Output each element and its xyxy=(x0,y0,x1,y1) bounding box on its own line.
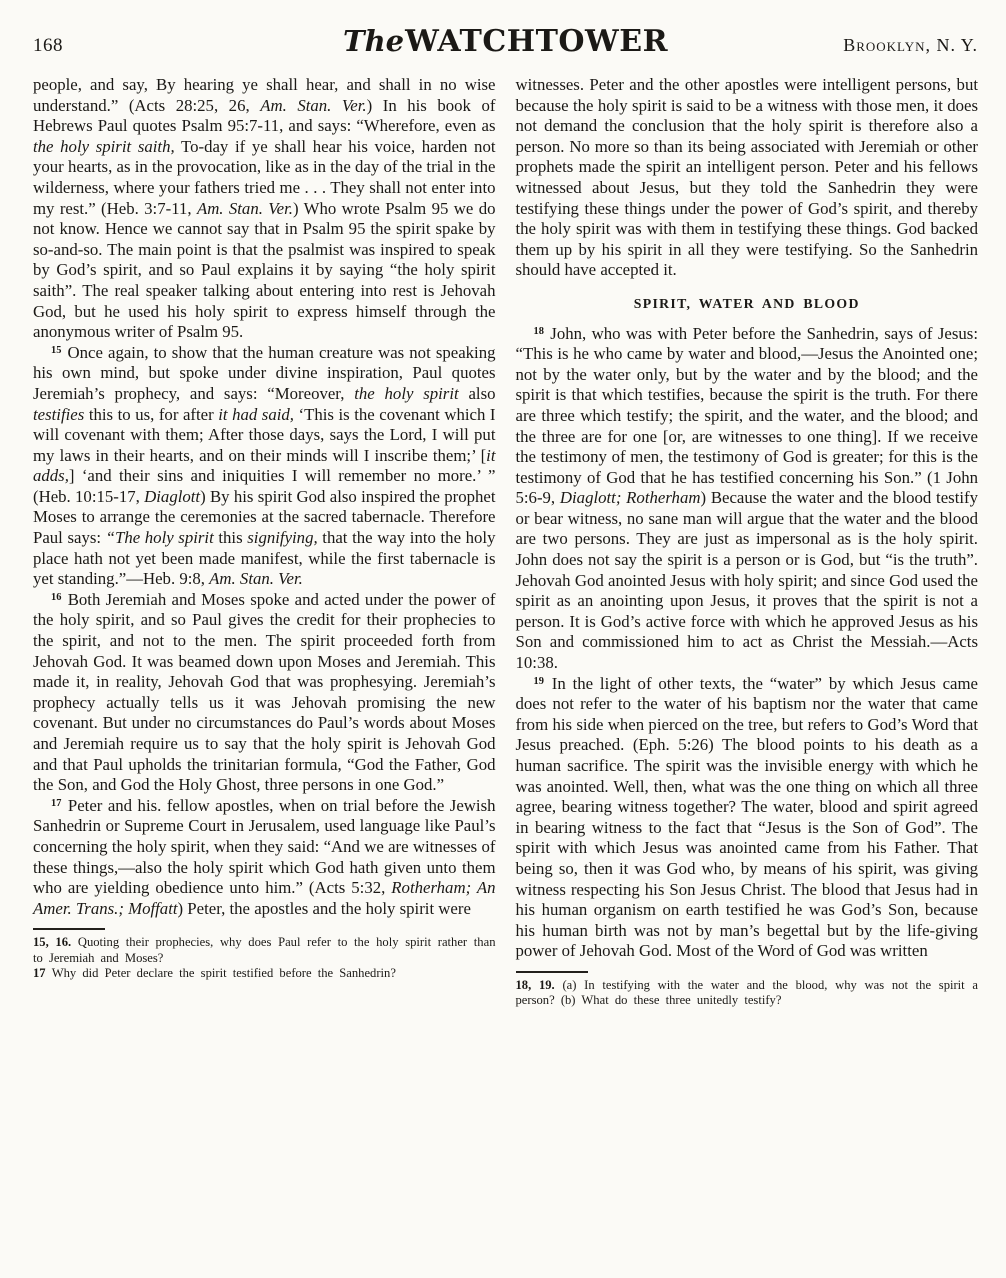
journal-title xyxy=(343,24,668,59)
journal-title-name: WATCHTOWER xyxy=(405,24,669,59)
paragraph-17: $^{17}$ Peter and his. fellow apostles, when on trial before the Jewish Sanhedrin or Supreme Court in Jerusalem, used language like Paul’s concerning the holy spirit, when they said: “And we are witnesses of these things,—also the holy spirit which God hath given unto them who are yielding obedience unto him.” (Acts 5:32, Rotherham; An Amer. Trans.; Moffatt) Peter, the apostles and the holy spirit were xyxy=(33,795,496,918)
paragraph-17-continuation: witnesses. Peter and the other apostles were intelligent persons, but because the holy spirit is said to be a witness with those men, it does not demand the conclusion that the holy spirit is therefore also a person. No more so than its being associated with Jeremiah or other prophets made the spirit an intelligent person. Peter and his fellows witnessed about Jesus, but they told the Sanhedrin they were testifying these things under the power of God’s spirit, and thereby the holy spirit was with them in testifying these things. God backed them up by his spirit in all they were testifying. So the Sanhedrin should have accepted it. xyxy=(515,75,978,280)
paragraph-15: $^{15}$ Once again, to show that the human creature was not speaking his own mind, but spoke under divine inspiration, Paul quotes Jeremiah’s prophecy, and says: “Moreover, the holy spirit also testifies this to us, for after it had said, ‘This is the covenant which I will covenant with them; After those days, says the Lord, I will put my laws in their hearts, and on their minds will I inscribe them;’ [it adds,] ‘and their sins and iniquities I will remember no more.’ ” (Heb. 10:15-17, Diaglott) By his spirit God also inspired the prophet Moses to arrange the ceremonies at the sacred tabernacle. Therefore Paul says: “The holy spirit this signifying, that the way into the holy place hath not yet been made manifest, while the first tabernacle is yet standing.”—Heb. 9:8, Am. Stan. Ver. xyxy=(33,342,496,589)
footnote-questions-18-19: 18, 19. (a) In testifying with the water and the blood, why was not the spirit a person? (b) What do these three unitedly testify? xyxy=(515,977,978,1008)
paragraph-19: $^{19}$ In the light of other texts, the “water” by which Jesus came does not refer to the water of his baptism nor the water that came from his side when pierced on the tree, but refers to God’s Word that Jesus preached. (Eph. 5:26) The blood points to his death as a human sacrifice. The spirit was the invisible energy with which he was anointed. Well, then, what was the one thing on which all three agree, bearing witness together? The water, blood and spirit agreed in bearing witness to the fact that “Jesus is the Son of God”. The spirit with which Jesus was anointed came from his Father. That being so, then it was God who, by means of his spirit, was giving witness respecting his Son Jesus Christ. The blood that Jesus had in his human organism on earth testified he was God’s Son, because his human birth was not by man’s begettal but by the life-giving power of Jehovah God. Most of the Word of God was written xyxy=(515,673,978,961)
footnote-rule xyxy=(516,971,588,973)
issue-location: Brooklyn, N. Y. xyxy=(843,35,978,55)
section-heading: SPIRIT, WATER AND BLOOD xyxy=(633,295,860,311)
left-column xyxy=(33,75,496,1009)
paragraph-14-continuation: people, and say, By hearing ye shall hear, and shall in no wise understand.” (Acts 28:25, 26, Am. Stan. Ver.) In his book of Hebrews Paul quotes Psalm 95:7-11, and says: “Wherefore, even as the holy spirit saith, To-day if ye shall hear his voice, harden not your hearts, as in the provocation, like as in the day of the trial in the wilderness, where your fathers tried me . . . They shall not enter into my rest.” (Heb. 3:7-11, Am. Stan. Ver.) Who wrote Psalm 95 we do not know. Hence we cannot say that in Psalm 95 the spirit spake by so-and-so. The main point is that the psalmist was inspired to speak by God’s spirit, and so Paul explains it by saying “the holy spirit saith”. The real speaker talking about entering into rest is Jehovah God, but he used his holy spirit to express himself through the anonymous writer of Psalm 95. xyxy=(33,75,496,342)
right-footnotes xyxy=(516,971,979,1009)
footnote-questions-15-16: 15, 16. Quoting their prophecies, why does Paul refer to the holy spirit rather than to Jeremiah and Moses? xyxy=(33,935,496,965)
paragraph-18: $^{18}$ John, who was with Peter before the Sanhedrin, says of Jesus: “This is he who came by water and blood,—Jesus the Anointed one; not by the water only, but by the water and by the blood; and the spirit is that which testifies, because the spirit is the truth. For there are three which testify; the spirit, and the water, and the blood; and the three are for one [or, are witnesses to one thing]. If we receive the testimony of men, the testimony of God is greater; for this is the testimony of God that he has testified concerning his Son.” (1 John 5:6-9, Diaglott; Rotherham) Because the water and the blood testify or bear witness, no sane man will argue that the water and the blood are two persons. They are just as impersonal as is the holy spirit. John does not say the spirit is a person or is God, but “is the truth”. Jehovah God anointed Jesus with holy spirit; and since God used the spirit as an anointing upon Jesus, it proves that the spirit is not a person. It is God’s active force with which he approved Jesus as his Son and commissioned him to act as Christ the Messiah.—Acts 10:38. xyxy=(515,323,978,673)
journal-title-the: The xyxy=(342,24,405,58)
left-footnotes xyxy=(33,928,496,982)
paragraph-16: $^{16}$ Both Jeremiah and Moses spoke and acted under the power of the holy spirit, and so Paul gives the credit for their prophecies to the spirit, and not to the men. The spirit proceeded forth from Jehovah God. It was beamed down upon Moses and Jeremiah. This made it, in reality, Jehovah God that was prophesying. Jeremiah’s prophecy actually tells us it was Jehovah promising the new covenant. But under no circumstances do Paul’s words about Moses and Jeremiah require us to say that the holy spirit is Jehovah God and that Paul upholds the trinitarian formula, “God the Father, God the Son, and God the Holy Ghost, three persons in one God.” xyxy=(33,589,496,795)
page-header xyxy=(33,24,978,59)
text-columns xyxy=(33,75,978,1009)
right-column xyxy=(516,75,979,1009)
footnote-rule xyxy=(33,928,105,930)
page-number: 168 xyxy=(33,35,63,56)
footnote-question-17: 17 Why did Peter declare the spirit testified before the Sanhedrin? xyxy=(33,966,396,981)
